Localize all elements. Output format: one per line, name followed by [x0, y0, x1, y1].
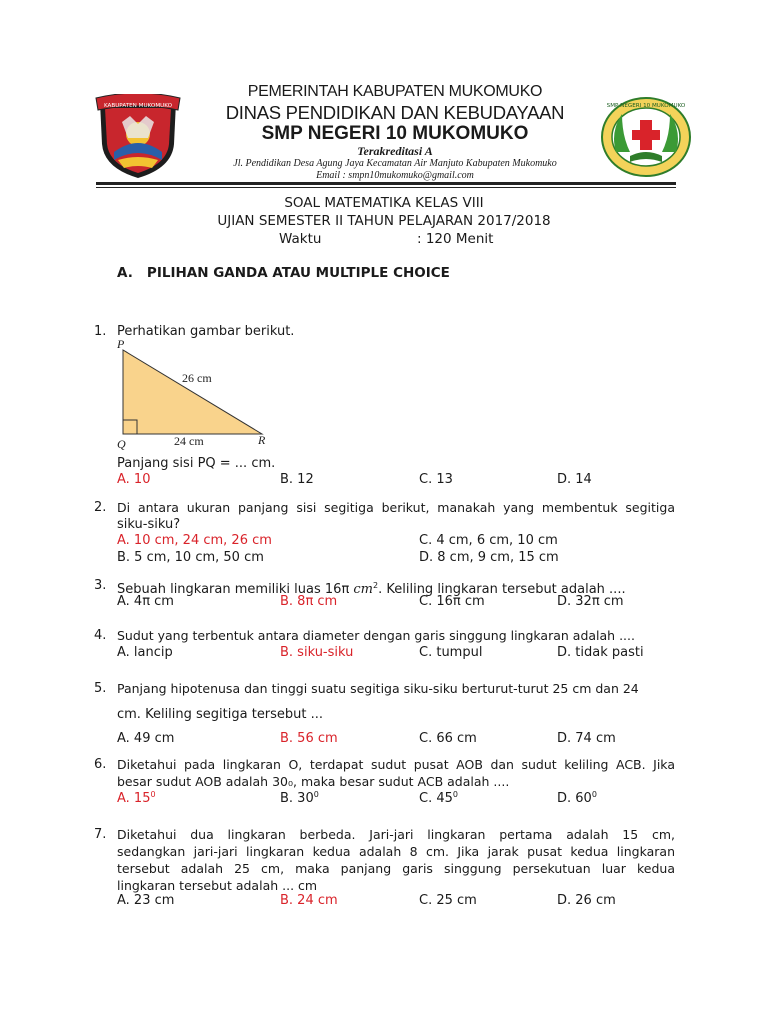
question-text: Diketahui dua lingkaran berbeda. Jari-jari lingkaran pertama adalah 15 cm, — [117, 827, 675, 842]
option-c[interactable]: C. 4 cm, 6 cm, 10 cm — [419, 533, 558, 548]
question-number: 2. — [94, 500, 107, 515]
option-b[interactable]: B. 12 — [280, 472, 314, 487]
header-divider — [96, 182, 676, 185]
unit: cm — [353, 582, 374, 597]
option-d[interactable]: D. 74 cm — [557, 731, 616, 746]
question-text-cont: lingkaran tersebut adalah ... cm — [117, 878, 318, 893]
option-b[interactable]: B. siku-siku — [280, 645, 354, 660]
degree-exponent: 0 — [150, 790, 156, 799]
option-c[interactable] — [419, 790, 458, 806]
triangle-figure — [110, 338, 280, 450]
unit-exponent: 2 — [373, 581, 379, 590]
vertex-q-label: Q — [117, 437, 126, 450]
question-number: 3. — [94, 578, 107, 593]
section-heading: A. PILIHAN GANDA ATAU MULTIPLE CHOICE — [117, 265, 450, 281]
question-number: 4. — [94, 628, 107, 643]
option-a[interactable] — [117, 790, 156, 806]
option-d[interactable]: D. 8 cm, 9 cm, 15 cm — [419, 550, 559, 565]
option-d[interactable]: D. 26 cm — [557, 893, 616, 908]
option-c[interactable]: C. 13 — [419, 472, 453, 487]
hypotenuse-label: 26 cm — [182, 371, 212, 385]
question-number: 1. — [94, 324, 107, 339]
option-d[interactable]: D. 14 — [557, 472, 592, 487]
header-divider-thin — [96, 187, 676, 188]
option-c-text: C. 45 — [419, 791, 453, 806]
question-text-cont: besar sudut AOB adalah 30₀, maka besar sudut ACB adalah .... — [117, 774, 510, 789]
school-email: Email : smpn10mukomuko@gmail.com — [316, 170, 474, 181]
school-name: SMP NEGERI 10 MUKOMUKO — [261, 123, 529, 144]
time-value: : 120 Menit — [417, 231, 494, 247]
option-a[interactable]: A. 4π cm — [117, 594, 174, 609]
question-text: Perhatikan gambar berikut. — [117, 324, 295, 339]
vertex-r-label: R — [258, 433, 266, 447]
time-label: Waktu — [279, 231, 322, 247]
option-b[interactable]: B. 24 cm — [280, 893, 338, 908]
question-number: 5. — [94, 681, 107, 696]
option-a[interactable]: A. 10 cm, 24 cm, 26 cm — [117, 533, 272, 548]
option-a[interactable]: A. 10 — [117, 472, 151, 487]
question-text-a: Sebuah lingkaran memiliki luas 16π — [117, 582, 354, 597]
dept-title: DINAS PENDIDIKAN DAN KEBUDAYAAN — [225, 102, 565, 123]
option-b[interactable] — [280, 790, 319, 806]
exam-subtitle: UJIAN SEMESTER II TAHUN PELAJARAN 2017/2018 — [217, 213, 551, 229]
option-d[interactable]: D. tidak pasti — [557, 645, 644, 660]
question-text: Panjang hipotenusa dan tinggi suatu segitiga siku-siku berturut-turut 25 cm dan 24 — [117, 681, 639, 696]
option-d[interactable]: D. 32π cm — [557, 594, 624, 609]
option-a[interactable]: A. lancip — [117, 645, 173, 660]
option-b[interactable]: B. 56 cm — [280, 731, 338, 746]
vertex-p-label: P — [117, 338, 125, 351]
option-c[interactable]: C. 25 cm — [419, 893, 477, 908]
district-logo-text: KABUPATEN MUKOMUKO — [103, 103, 173, 109]
question-text: Sudut yang terbentuk antara diameter dengan garis singgung lingkaran adalah .... — [117, 628, 635, 643]
option-b[interactable]: B. 8π cm — [280, 594, 338, 609]
question-text — [117, 577, 626, 598]
option-a[interactable]: A. 23 cm — [117, 893, 175, 908]
degree-exponent: 0 — [452, 790, 458, 799]
option-a-text: A. 15 — [117, 791, 151, 806]
option-c[interactable]: C. tumpul — [419, 645, 483, 660]
question-text: Di antara ukuran panjang sisi segitiga berikut, manakah yang membentuk segitiga — [117, 500, 675, 515]
option-c[interactable]: C. 66 cm — [419, 731, 477, 746]
question-text-b: . Keliling lingkaran tersebut adalah .... — [378, 582, 626, 597]
district-logo — [92, 94, 184, 180]
question-text: Diketahui pada lingkaran O, terdapat sudut pusat AOB dan sudut keliling ACB. Jika — [117, 757, 675, 772]
question-number: 6. — [94, 757, 107, 772]
question-text-cont: siku-siku? — [117, 517, 181, 532]
option-c[interactable]: C. 16π cm — [419, 594, 485, 609]
question-text-cont: tersebut adalah 25 cm, maka panjang garis singgung persekutuan luar kedua — [117, 861, 675, 876]
accreditation: Terakreditasi A — [357, 144, 433, 158]
option-b-text: B. 30 — [280, 791, 314, 806]
option-a[interactable]: A. 49 cm — [117, 731, 175, 746]
question-text-cont: sedangkan jari-jari lingkaran kedua adalah 8 cm. Jika jarak pusat kedua lingkaran — [117, 844, 675, 859]
option-d[interactable] — [557, 790, 597, 806]
base-label: 24 cm — [174, 434, 204, 448]
school-logo — [600, 96, 692, 178]
option-d-text: D. 60 — [557, 791, 592, 806]
question-prompt: Panjang sisi PQ = ... cm. — [117, 456, 276, 471]
school-logo-text: SMP NEGERI 10 MUKOMUKO — [606, 103, 686, 109]
degree-exponent: 0 — [313, 790, 319, 799]
right-triangle — [123, 350, 262, 434]
degree-exponent: 0 — [591, 790, 597, 799]
gov-title: PEMERINTAH KABUPATEN MUKOMUKO — [247, 83, 543, 100]
school-address: Jl. Pendidikan Desa Agung Jaya Kecamatan Air Manjuto Kabupaten Mukomuko — [233, 158, 557, 169]
question-number: 7. — [94, 827, 107, 842]
option-b[interactable]: B. 5 cm, 10 cm, 50 cm — [117, 550, 264, 565]
question-text-cont: cm. Keliling segitiga tersebut ... — [117, 707, 324, 722]
exam-title: SOAL MATEMATIKA KELAS VIII — [284, 195, 484, 211]
